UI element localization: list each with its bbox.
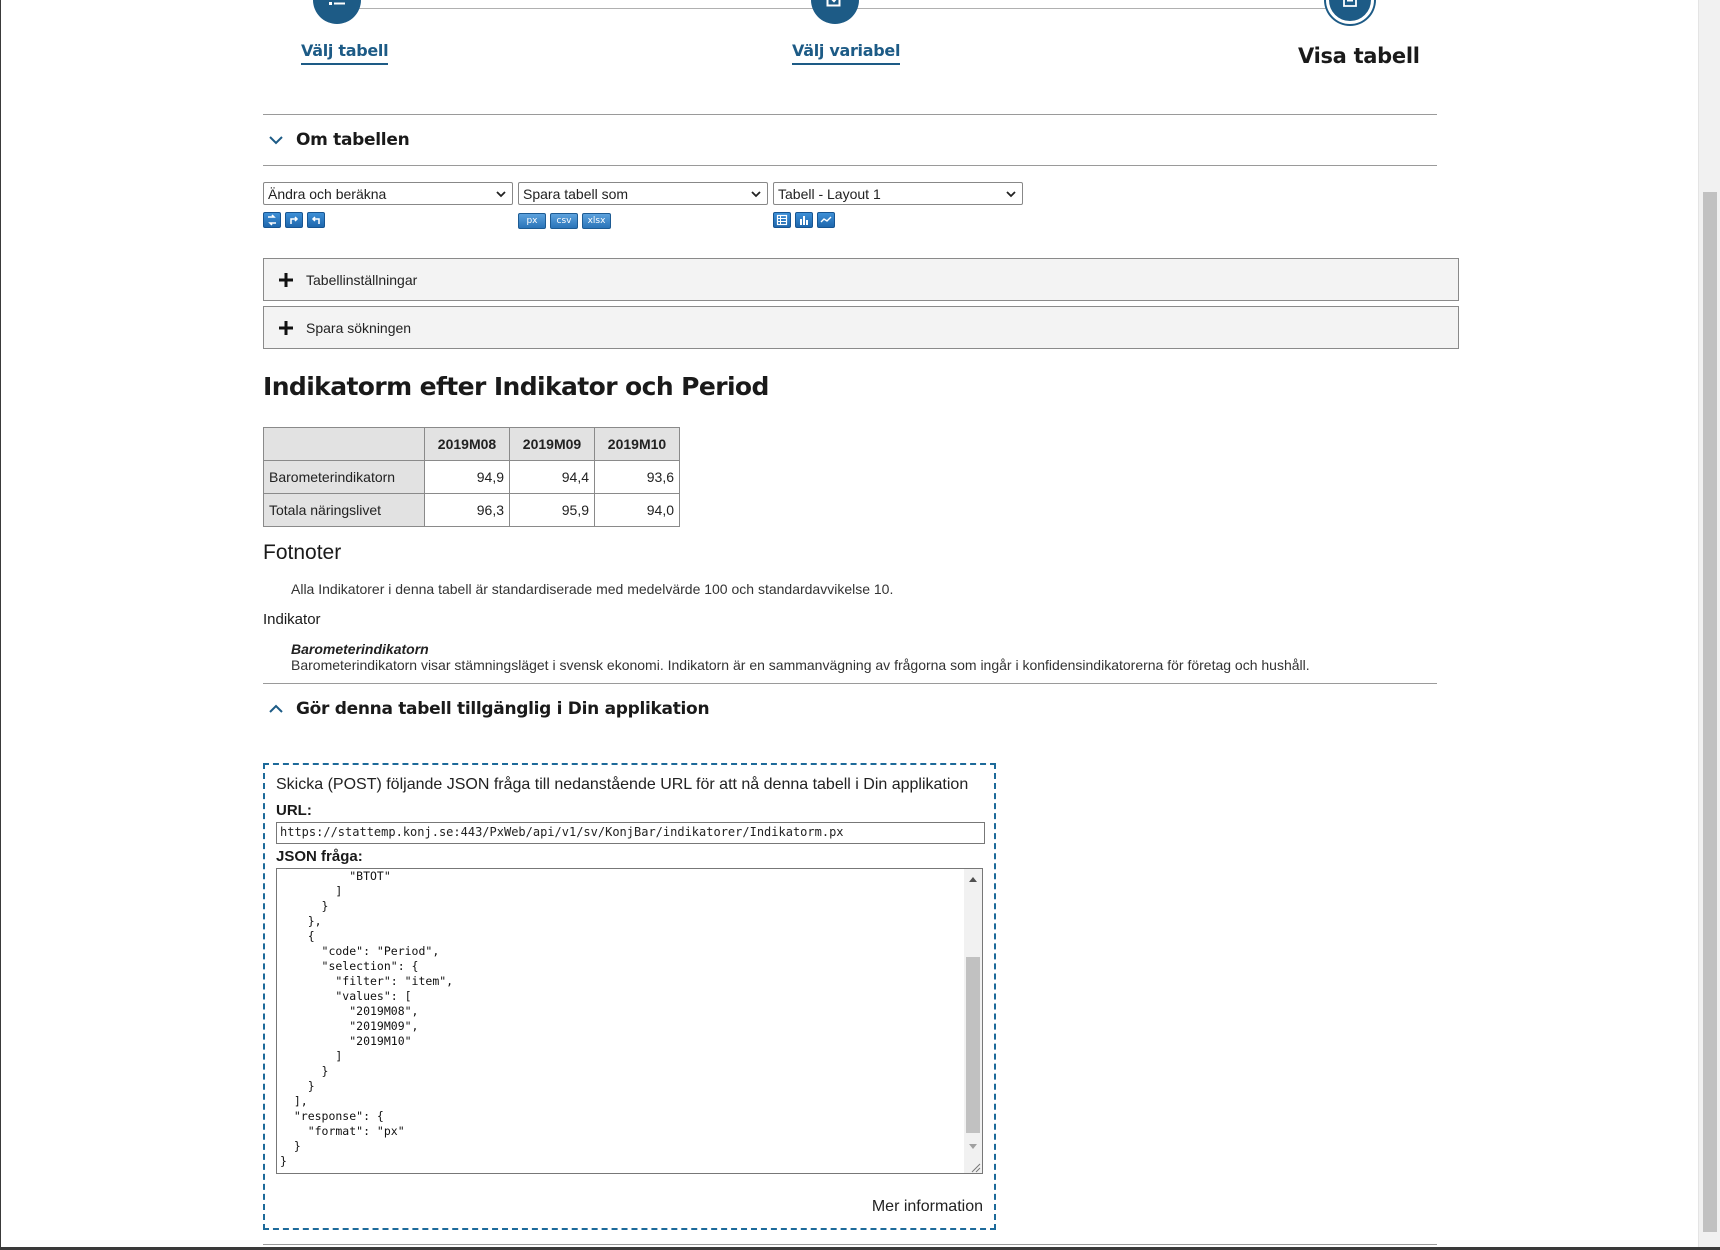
table-cell: 94,0	[595, 494, 680, 527]
layout-select[interactable]	[773, 182, 1023, 205]
table-cell: 93,6	[595, 461, 680, 494]
chevron-down-icon	[1004, 187, 1018, 201]
json-query-text: "BTOT" ] } }, { "code": "Period", "selection": { "filter": "item", "values": [ "2019M08", "2019M09", "2019M10" ] } } ], "response": { "format": "px" } }	[280, 869, 454, 1168]
step-current-visa-tabell: Visa tabell	[1298, 44, 1420, 68]
chevron-down-icon	[266, 130, 286, 150]
step-link-valj-variabel[interactable]: Välj variabel	[792, 41, 900, 65]
table-view-icon[interactable]	[773, 212, 791, 228]
json-query-textarea[interactable]	[276, 868, 983, 1174]
plus-icon	[276, 318, 296, 338]
table-cell: 95,9	[510, 494, 595, 527]
layout-value: Tabell - Layout 1	[778, 185, 881, 202]
list-icon	[326, 0, 348, 14]
column-header: 2019M10	[595, 428, 680, 461]
row-header: Barometerindikatorn	[264, 461, 425, 494]
page-scroll-thumb[interactable]	[1703, 192, 1717, 1232]
plus-icon	[276, 270, 296, 290]
divider	[263, 165, 1437, 166]
save-search-label: Spara sökningen	[306, 319, 412, 336]
save-table-select[interactable]	[518, 182, 768, 205]
table-settings-label: Tabellinställningar	[306, 271, 418, 288]
column-header: 2019M08	[425, 428, 510, 461]
table-settings-accordion[interactable]	[263, 258, 1459, 301]
json-scrollbar[interactable]	[964, 869, 982, 1173]
indikator-name: Barometerindikatorn	[291, 641, 429, 657]
row-header: Totala näringslivet	[264, 494, 425, 527]
divider	[263, 1244, 1437, 1245]
om-tabellen-title: Om tabellen	[296, 130, 410, 150]
chevron-down-icon	[494, 187, 508, 201]
save-csv-button[interactable]: csv	[550, 213, 578, 229]
url-field[interactable]: https://stattemp.konj.se:443/PxWeb/api/v1/sv/KonjBar/indikatorer/Indikatorm.px	[276, 822, 985, 844]
change-calculate-value: Ändra och beräkna	[268, 185, 387, 202]
save-search-accordion[interactable]	[263, 306, 1459, 349]
page-scrollbar[interactable]	[1698, 0, 1720, 1247]
indikator-label: Indikator	[263, 611, 321, 628]
table-row	[264, 494, 680, 527]
indikator-description: Barometerindikatorn visar stämningsläget i svensk ekonomi. Indikatorn är en sammanvägning av frågorna som ingår i konfidensindikatorerna för företag och hushåll.	[291, 657, 1310, 673]
table-title: Indikatorm efter Indikator och Period	[263, 372, 769, 401]
save-xlsx-button[interactable]: xlsx	[582, 213, 611, 229]
edit-checkbox-icon	[824, 0, 846, 14]
rotate-counterclockwise-icon[interactable]	[307, 212, 325, 228]
save-px-button[interactable]: px	[518, 213, 546, 229]
resize-grip-icon[interactable]	[969, 1160, 981, 1172]
table-header-row	[264, 428, 680, 461]
data-table	[263, 427, 680, 527]
json-scroll-thumb[interactable]	[966, 957, 980, 1133]
footnotes-heading: Fotnoter	[263, 541, 342, 564]
line-chart-icon[interactable]	[817, 212, 835, 228]
api-section-toggle[interactable]	[266, 699, 709, 719]
chevron-up-icon	[266, 699, 286, 719]
footnote-text: Alla Indikatorer i denna tabell är standardiserade med medelvärde 100 och standardavvikelse 10.	[291, 581, 894, 597]
scroll-up-icon[interactable]	[964, 871, 982, 887]
save-table-value: Spara tabell som	[523, 185, 629, 202]
api-intro-text: Skicka (POST) följande JSON fråga till nedanstående URL för att nå denna tabell i Din applikation	[276, 776, 969, 793]
chevron-down-icon	[749, 187, 763, 201]
table-corner-cell	[264, 428, 425, 461]
step-link-valj-tabell[interactable]: Välj tabell	[301, 41, 388, 65]
column-header: 2019M09	[510, 428, 595, 461]
url-label: URL:	[276, 802, 312, 819]
scroll-down-icon[interactable]	[964, 1139, 982, 1155]
table-cell: 94,9	[425, 461, 510, 494]
change-calculate-select[interactable]	[263, 182, 513, 205]
pivot-icon[interactable]	[263, 212, 281, 228]
divider	[263, 683, 1437, 684]
table-cell: 94,4	[510, 461, 595, 494]
json-label: JSON fråga:	[276, 848, 363, 865]
bar-chart-icon[interactable]	[795, 212, 813, 228]
table-cell: 96,3	[425, 494, 510, 527]
document-icon	[1339, 0, 1361, 14]
table-row	[264, 461, 680, 494]
more-info-link[interactable]: Mer information	[871, 1198, 983, 1215]
divider	[263, 114, 1437, 115]
api-section-title: Gör denna tabell tillgänglig i Din applikation	[296, 699, 710, 719]
om-tabellen-toggle[interactable]	[266, 130, 409, 150]
api-query-box	[263, 763, 996, 1230]
rotate-clockwise-icon[interactable]	[285, 212, 303, 228]
